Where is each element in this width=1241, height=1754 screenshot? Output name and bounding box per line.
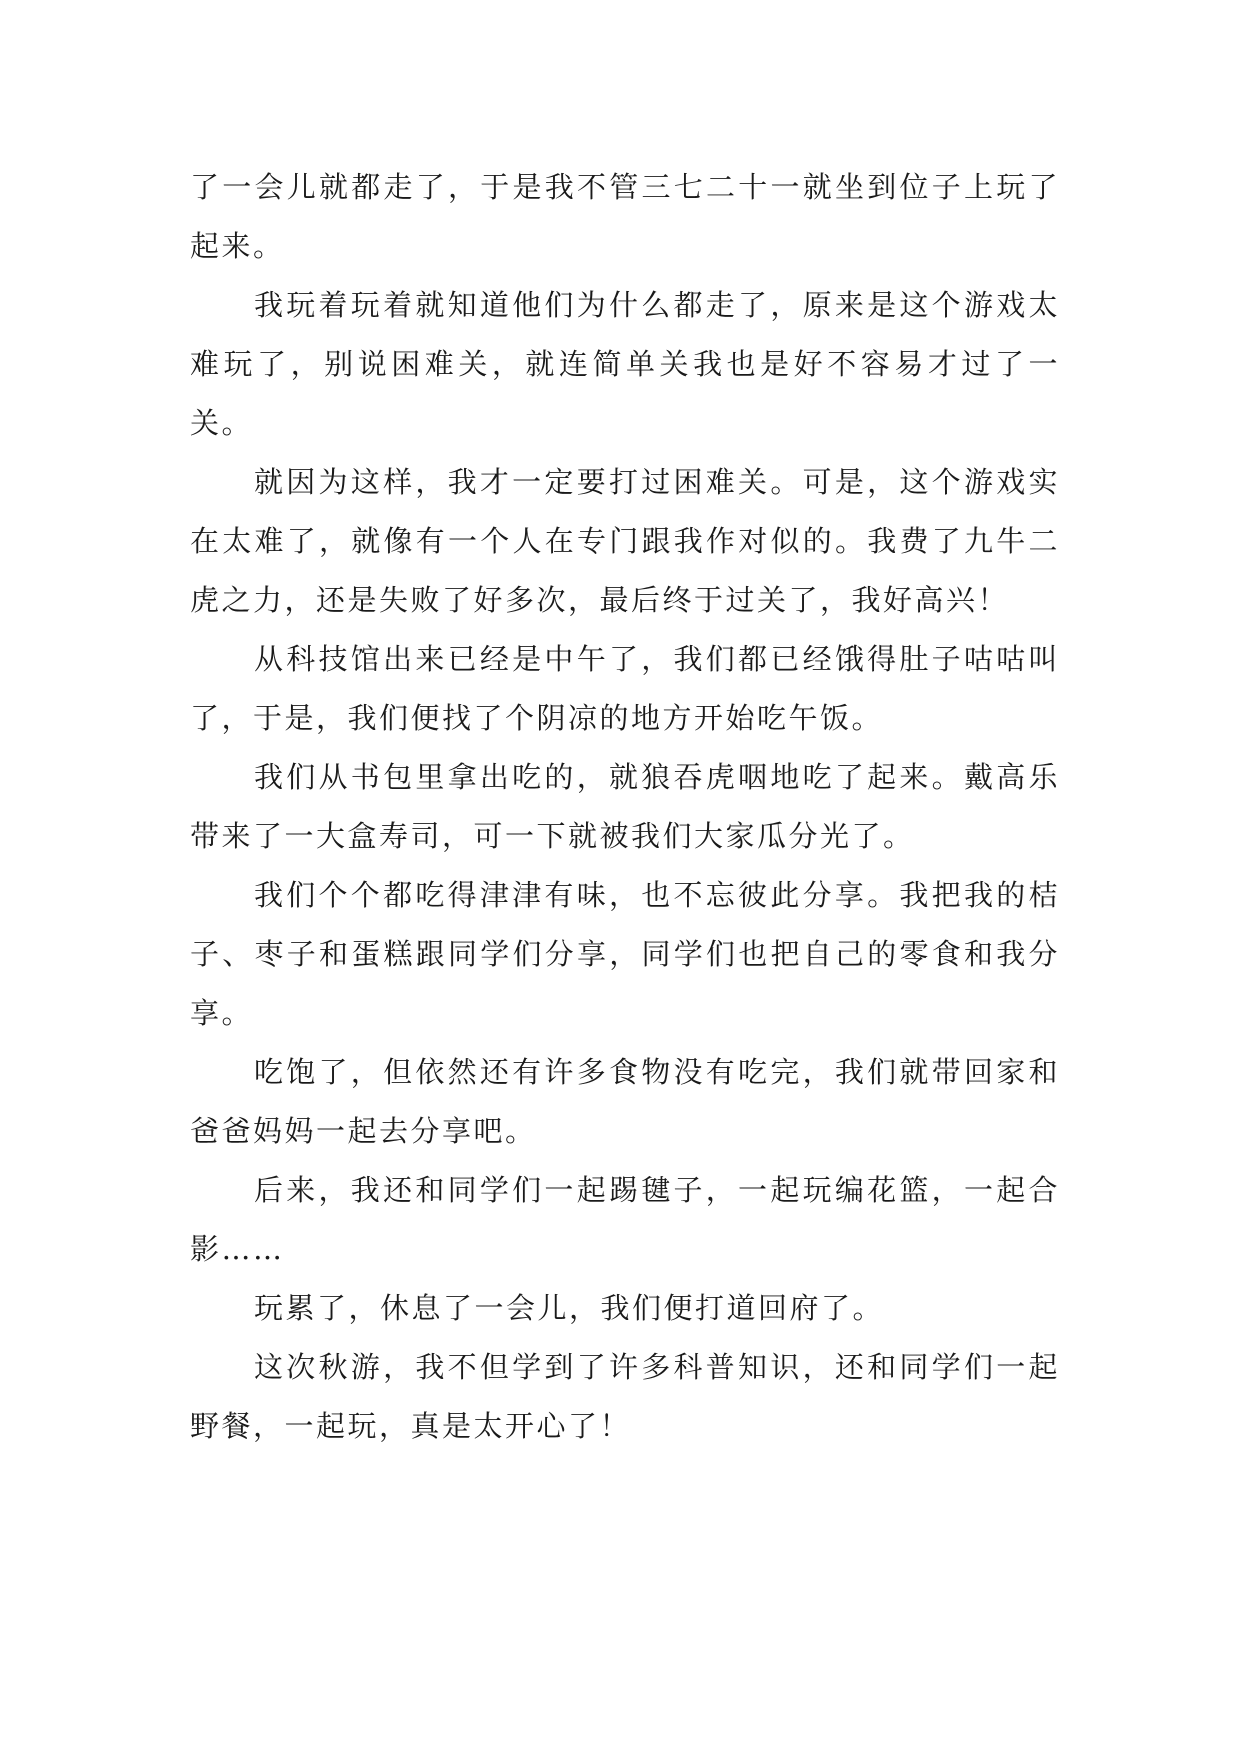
document-body — [190, 158, 1060, 1456]
paragraph-9: 玩累了，休息了一会儿，我们便打道回府了。 — [254, 1291, 885, 1325]
paragraph-8: 后来，我还和同学们一起踢毽子，一起玩编花篮，一起合影…… — [190, 1173, 1060, 1266]
paragraph-7: 吃饱了，但依然还有许多食物没有吃完，我们就带回家和爸爸妈妈一起去分享吧。 — [190, 1055, 1060, 1148]
paragraph-4: 从科技馆出来已经是中午了，我们都已经饿得肚子咕咕叫了，于是，我们便找了个阴凉的地方开始吃午饭。 — [190, 642, 1060, 735]
paragraph-3: 就因为这样，我才一定要打过困难关。可是，这个游戏实在太难了，就像有一个人在专门跟我作对似的。我费了九牛二虎之力，还是失败了好多次，最后终于过关了，我好高兴！ — [190, 465, 1060, 617]
paragraph-6: 我们个个都吃得津津有味，也不忘彼此分享。我把我的桔子、枣子和蛋糕跟同学们分享，同学们也把自己的零食和我分享。 — [190, 878, 1060, 1030]
paragraph-1: 了一会儿就都走了，于是我不管三七二十一就坐到位子上玩了起来。 — [190, 170, 1060, 263]
paragraph-5: 我们从书包里拿出吃的，就狼吞虎咽地吃了起来。戴高乐带来了一大盒寿司，可一下就被我们大家瓜分光了。 — [190, 760, 1060, 853]
paragraph-10: 这次秋游，我不但学到了许多科普知识，还和同学们一起野餐，一起玩，真是太开心了！ — [190, 1350, 1060, 1443]
paragraph-2: 我玩着玩着就知道他们为什么都走了，原来是这个游戏太难玩了，别说困难关，就连简单关我也是好不容易才过了一关。 — [190, 288, 1060, 440]
